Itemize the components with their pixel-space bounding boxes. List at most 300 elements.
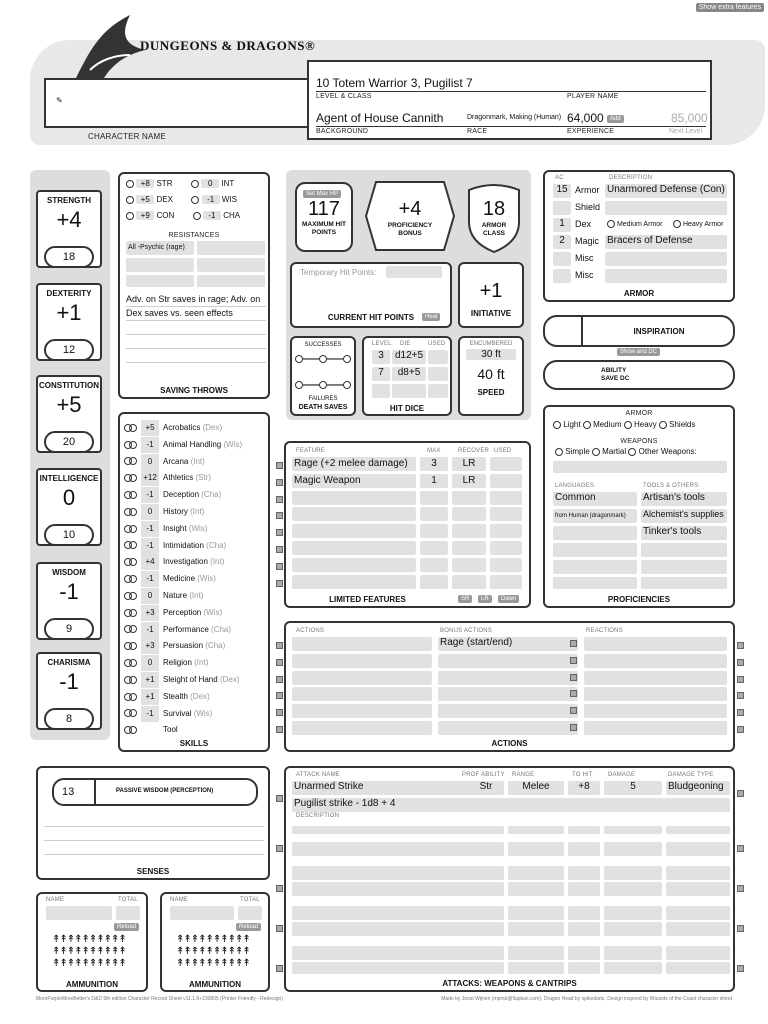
armor-type-label: Magic [575, 236, 600, 246]
skill-expertise-toggle[interactable] [129, 659, 137, 667]
tool-field[interactable]: Tinker's tools [641, 526, 727, 540]
reaction-field[interactable] [584, 671, 727, 685]
ability-modifier: +4 [56, 207, 82, 232]
weapon-opt-simple[interactable]: Simple [555, 447, 590, 456]
skill-expertise-toggle[interactable] [129, 457, 137, 465]
resistance-field[interactable] [197, 258, 265, 272]
save-notes-line[interactable]: Adv. on Str saves in rage; Adv. on [126, 294, 266, 307]
ability-modifier: 0 [62, 485, 76, 510]
feature-name-field[interactable]: Rage (+2 melee damage) [292, 457, 416, 471]
hit-dice-level[interactable] [372, 384, 390, 398]
tool-field[interactable] [641, 560, 727, 574]
resistance-field[interactable] [197, 275, 265, 287]
max-hp-value[interactable]: 117 [308, 198, 340, 220]
attack-row-field[interactable] [508, 962, 564, 974]
feature-used-field[interactable] [490, 524, 522, 538]
skill-expertise-toggle[interactable] [129, 441, 137, 449]
row-menu-button[interactable] [276, 709, 283, 716]
initiative-label: INITIATIVE [470, 309, 512, 318]
footer-right: Made by Joost Wijnen (mpmb@flapkan.com), Dragon Head by spikedartz, Design inspired by Wizards of the Coast character sheet [441, 996, 732, 1002]
arrows-icon[interactable]: ↟↟↟↟↟↟↟↟↟↟ ↟↟↟↟↟↟↟↟↟↟ ↟↟↟↟↟↟↟↟↟↟ [176, 934, 250, 969]
attack-row-field[interactable] [292, 962, 504, 974]
attack-ability-field[interactable]: Str [468, 781, 504, 795]
skill-ability: (Wis) [197, 574, 216, 584]
save-notes-line[interactable]: Dex saves vs. seen effects [126, 308, 266, 321]
skill-expertise-toggle[interactable] [129, 676, 137, 684]
row-menu-button[interactable] [737, 885, 744, 892]
skill-expertise-toggle[interactable] [129, 525, 137, 533]
show-and-dc-button[interactable]: Show and DC [617, 348, 660, 356]
row-menu-button[interactable] [737, 659, 744, 666]
language-field[interactable] [553, 526, 637, 540]
attack-row-field[interactable] [604, 842, 662, 856]
row-menu-button[interactable] [737, 642, 744, 649]
feature-max-field[interactable] [420, 491, 448, 505]
skill-expertise-toggle[interactable] [129, 625, 137, 633]
temp-hp-input[interactable] [386, 266, 442, 278]
row-menu-button[interactable] [276, 529, 283, 536]
speed-value[interactable]: 40 ft [477, 366, 505, 382]
skill-name: History [163, 507, 188, 516]
armor-class-value: 18 [482, 198, 506, 220]
tool-field[interactable] [641, 543, 727, 557]
attack-row-field[interactable] [666, 946, 730, 960]
attack-type-field[interactable]: Bludgeoning [666, 781, 730, 795]
ability-dexterity [36, 283, 102, 361]
row-menu-button[interactable] [276, 885, 283, 892]
attack-row-field[interactable] [666, 826, 730, 834]
row-menu-button[interactable] [276, 965, 283, 972]
feature-name-field[interactable] [292, 524, 416, 538]
save-proficiency-toggle[interactable] [191, 196, 199, 204]
reload-button[interactable]: Reload [114, 923, 139, 931]
saving-throw-grid [126, 179, 266, 227]
attack-row-field[interactable] [568, 866, 600, 880]
lf-header-used: USED [494, 448, 512, 454]
hit-dice-level[interactable]: 3 [372, 350, 390, 364]
row-menu-button[interactable] [276, 845, 283, 852]
skills-panel [118, 412, 270, 752]
background-value[interactable]: Agent of House Cannith [316, 111, 444, 125]
ability-save-dc-panel [543, 360, 735, 390]
feature-name-field[interactable] [292, 541, 416, 555]
bonus-action-field[interactable] [438, 687, 578, 701]
skill-expertise-toggle[interactable] [129, 609, 137, 617]
attack-row-field[interactable] [568, 826, 600, 834]
skill-name: Insight [163, 523, 187, 533]
limited-features-title: LIMITED FEATURES [329, 595, 406, 604]
skill-name: Acrobatics [163, 423, 201, 432]
attack-row-field[interactable] [666, 906, 730, 920]
skill-ability: (Cha) [201, 490, 222, 500]
feature-name-field[interactable] [292, 575, 416, 589]
attack-row-field[interactable] [568, 962, 600, 974]
skill-value: +1 [141, 689, 159, 705]
attack-damage-field[interactable]: 5 [604, 781, 662, 795]
armor-opt-heavy[interactable]: Heavy [624, 420, 657, 429]
footer-left: MorePurpleMoreBetter's D&D 5th edition Character Record Sheet v11.1.6+230805 (Printer Friendly - Redesign) [36, 996, 283, 1002]
armor-ac-field[interactable]: 15 [553, 184, 571, 198]
armor-desc-field[interactable] [605, 252, 727, 266]
action-field[interactable] [292, 687, 432, 701]
attack-row-field[interactable] [568, 946, 600, 960]
row-menu-button[interactable] [737, 925, 744, 932]
row-menu-button[interactable] [737, 790, 744, 797]
failure-checkboxes[interactable]: — — [292, 376, 354, 394]
ability-score[interactable]: 20 [44, 431, 94, 453]
feature-recover-field[interactable] [452, 507, 486, 521]
row-menu-button[interactable] [737, 692, 744, 699]
save-row [126, 195, 266, 211]
language-field[interactable] [553, 560, 637, 574]
bonus-action-field[interactable] [438, 654, 578, 668]
hit-dice-die[interactable]: d8+5 [392, 367, 426, 381]
long-rest-button[interactable]: LR [478, 595, 492, 603]
skill-expertise-toggle[interactable] [129, 541, 137, 549]
heal-button[interactable]: Heal [422, 313, 440, 321]
skill-expertise-toggle[interactable] [129, 709, 137, 717]
bonus-action-field[interactable]: Rage (start/end) [438, 637, 578, 651]
feature-max-field[interactable] [420, 575, 448, 589]
reaction-field[interactable] [584, 721, 727, 735]
feature-recover-field[interactable] [452, 524, 486, 538]
ammo-name-field[interactable] [46, 906, 112, 920]
ammo-name-field[interactable] [170, 906, 234, 920]
reaction-field[interactable] [584, 637, 727, 651]
ammo-total-field[interactable] [238, 906, 262, 920]
skill-expertise-toggle[interactable] [129, 726, 137, 734]
attack-row-field[interactable] [508, 922, 564, 936]
hit-dice-used[interactable] [428, 384, 448, 398]
ability-score[interactable]: 12 [44, 339, 94, 361]
row-menu-button[interactable] [276, 462, 283, 469]
row-menu-button[interactable] [737, 676, 744, 683]
feature-recover-field[interactable]: LR [452, 457, 486, 471]
row-menu-button[interactable] [737, 965, 744, 972]
hit-dice-used[interactable] [428, 367, 448, 381]
attack-row-field[interactable] [292, 866, 504, 880]
feature-recover-field[interactable] [452, 575, 486, 589]
passive-perception-label: PASSIVE WISDOM (PERCEPTION) [116, 788, 214, 794]
skill-value: -1 [141, 571, 159, 587]
save-proficiency-toggle[interactable] [193, 212, 201, 220]
skill-expertise-toggle[interactable] [129, 508, 137, 516]
tool-field[interactable] [641, 577, 727, 589]
row-menu-button[interactable] [276, 676, 283, 683]
feature-used-field[interactable] [490, 575, 522, 589]
skill-row [124, 437, 264, 453]
skill-expertise-toggle[interactable] [129, 558, 137, 566]
language-field[interactable]: Common [553, 492, 637, 506]
feature-used-field[interactable] [490, 541, 522, 555]
attacks-panel [284, 766, 735, 992]
feature-recover-field[interactable] [452, 491, 486, 505]
row-menu-button[interactable] [276, 659, 283, 666]
ammo-total-label: TOTAL [118, 897, 138, 903]
bonus-action-field[interactable] [438, 671, 578, 685]
current-hp-panel [290, 262, 452, 328]
encumbered-label: ENCUMBERED [469, 341, 513, 347]
ability-strength [36, 190, 102, 268]
ability-name: WISDOM [52, 568, 86, 577]
bonus-action-menu-button[interactable] [570, 707, 577, 714]
background-label: BACKGROUND [316, 128, 369, 135]
attack-row-field[interactable] [604, 882, 662, 896]
bonus-action-menu-button[interactable] [570, 674, 577, 681]
lf-header-feature: FEATURE [296, 448, 325, 454]
initiative-panel [458, 262, 524, 328]
armor-type-label: Misc [575, 253, 594, 263]
row-menu-button[interactable] [276, 795, 283, 802]
success-checkboxes[interactable]: — — [292, 350, 354, 368]
ability-score[interactable]: 9 [44, 618, 94, 640]
armor-ac-field[interactable]: 1 [553, 218, 571, 232]
skill-row [124, 470, 264, 486]
save-abbr: WIS [221, 195, 237, 204]
attack-row-field[interactable] [508, 826, 564, 834]
hit-dice-die[interactable]: d12+5 [392, 350, 426, 364]
language-field[interactable] [553, 577, 637, 589]
attack-row-field[interactable] [666, 866, 730, 880]
heavy-armor-option[interactable]: Heavy Armor [673, 220, 723, 228]
attack-row-field[interactable] [666, 962, 730, 974]
feature-max-field[interactable]: 1 [420, 474, 448, 488]
feature-max-field[interactable] [420, 558, 448, 572]
row-menu-button[interactable] [276, 496, 283, 503]
armor-desc-field[interactable] [605, 269, 727, 283]
armor-opt-medium[interactable]: Medium [583, 420, 622, 429]
attack-row-field[interactable] [292, 826, 504, 834]
skill-ability: (Cha) [206, 540, 227, 550]
limited-features-panel [284, 441, 531, 608]
feature-max-field[interactable] [420, 524, 448, 538]
attack-row-field[interactable] [292, 882, 504, 896]
bonus-action-menu-button[interactable] [570, 690, 577, 697]
save-abbr: CON [156, 211, 175, 220]
feature-recover-field[interactable]: LR [452, 474, 486, 488]
attack-row-field[interactable] [604, 946, 662, 960]
feature-used-field[interactable] [490, 491, 522, 505]
experience-value[interactable]: 64,000 [567, 111, 604, 125]
feature-recover-field[interactable] [452, 541, 486, 555]
skill-expertise-toggle[interactable] [129, 424, 137, 432]
skill-expertise-toggle[interactable] [129, 575, 137, 583]
speed-panel [458, 336, 524, 416]
other-weapons-field[interactable] [553, 461, 727, 473]
armor-ac-field[interactable] [553, 252, 571, 266]
failures-label: FAILURES [308, 396, 338, 402]
bonus-action-menu-button[interactable] [570, 640, 577, 647]
save-proficiency-toggle[interactable] [126, 196, 134, 204]
ability-score[interactable]: 10 [44, 524, 94, 546]
proficiency-label: PROFICIENCY BONUS [387, 222, 433, 237]
add-xp-button[interactable]: Add [607, 115, 624, 123]
armor-ac-field[interactable]: 2 [553, 235, 571, 249]
attack-row-field[interactable] [604, 826, 662, 834]
attack-row-field[interactable] [292, 906, 504, 920]
hit-dice-die[interactable] [392, 384, 426, 398]
resistance-field[interactable]: All -Psychic (rage) [126, 241, 194, 255]
feature-max-field[interactable]: 3 [420, 457, 448, 471]
race-label: RACE [467, 128, 488, 135]
show-extra-features-button[interactable]: Show extra features [696, 3, 764, 12]
tool-field[interactable]: Alchemist's supplies [641, 509, 727, 523]
hit-dice-used[interactable] [428, 350, 448, 364]
ability-intelligence [36, 468, 102, 546]
encumbered-speed[interactable]: 30 ft [466, 349, 516, 360]
attack-row-field[interactable] [292, 922, 504, 936]
attack-row-field[interactable] [508, 906, 564, 920]
save-proficiency-toggle[interactable] [126, 180, 134, 188]
resistance-field[interactable] [126, 275, 194, 287]
attack-row-field[interactable] [292, 946, 504, 960]
skill-expertise-toggle[interactable] [129, 642, 137, 650]
action-field[interactable] [292, 637, 432, 651]
row-menu-button[interactable] [737, 709, 744, 716]
attack-row-field[interactable] [666, 882, 730, 896]
action-field[interactable] [292, 671, 432, 685]
temp-hp-label: Temporary Hit Points: [300, 268, 377, 277]
attack-row-field[interactable] [568, 842, 600, 856]
ammo-total-field[interactable] [116, 906, 140, 920]
bonus-action-field[interactable] [438, 721, 578, 735]
attack-row-field[interactable] [604, 922, 662, 936]
action-field[interactable] [292, 704, 432, 718]
attack-row-field[interactable] [508, 866, 564, 880]
skill-expertise-toggle[interactable] [129, 693, 137, 701]
feature-used-field[interactable] [490, 457, 522, 471]
feature-name-field[interactable] [292, 491, 416, 505]
row-menu-button[interactable] [276, 925, 283, 932]
save-value: +8 [136, 179, 154, 188]
resistances-label: RESISTANCES [168, 232, 220, 239]
row-menu-button[interactable] [276, 479, 283, 486]
row-menu-button[interactable] [737, 845, 744, 852]
skill-ability: (Wis) [203, 607, 223, 617]
language-field[interactable]: from Human (dragonmark) [553, 509, 637, 523]
dawn-button[interactable]: Dawn [498, 595, 519, 603]
attack-range-field[interactable]: Melee [508, 781, 564, 795]
resistance-field[interactable] [197, 241, 265, 255]
race-value[interactable]: Dragonmark, Making (Human) [467, 114, 562, 121]
medium-armor-option[interactable]: Medium Armor [607, 220, 662, 228]
feature-name-field[interactable] [292, 558, 416, 572]
attack-row-field[interactable] [508, 842, 564, 856]
attack-row-field[interactable] [604, 962, 662, 974]
armor-ac-field[interactable] [553, 269, 571, 283]
skill-row [124, 689, 264, 705]
armor-desc-field[interactable] [605, 201, 727, 215]
class-level-value[interactable]: 10 Totem Warrior 3, Pugilist 7 [316, 76, 473, 90]
feature-used-field[interactable] [490, 507, 522, 521]
save-proficiency-toggle[interactable] [126, 212, 134, 220]
armor-desc-field[interactable]: Bracers of Defense [605, 235, 727, 249]
row-menu-button[interactable] [276, 512, 283, 519]
row-menu-button[interactable] [276, 692, 283, 699]
attack-row-field[interactable] [568, 882, 600, 896]
tool-field[interactable]: Artisan's tools [641, 492, 727, 506]
attack-row-field[interactable] [292, 842, 504, 856]
hit-dice-level[interactable]: 7 [372, 367, 390, 381]
action-field[interactable] [292, 654, 432, 668]
row-menu-button[interactable] [276, 642, 283, 649]
reload-button[interactable]: Reload [236, 923, 261, 931]
skill-ability: (Int) [210, 557, 225, 567]
feature-max-field[interactable] [420, 507, 448, 521]
feature-max-field[interactable] [420, 541, 448, 555]
attack-row-field[interactable] [666, 842, 730, 856]
armor-opt-light[interactable]: Light [553, 420, 581, 429]
save-proficiency-toggle[interactable] [191, 180, 199, 188]
ability-score[interactable]: 8 [44, 708, 94, 730]
armor-ac-field[interactable] [553, 201, 571, 215]
skill-expertise-toggle[interactable] [129, 592, 137, 600]
skill-row [124, 638, 264, 654]
attack-row-field[interactable] [568, 906, 600, 920]
weapon-opt-martial[interactable]: Martial [592, 447, 626, 456]
armor-class-label: ARMOR CLASS [481, 222, 507, 237]
attack-row-field[interactable] [604, 906, 662, 920]
armor-desc-field[interactable]: Unarmored Defense (Con) [605, 184, 727, 198]
attack-to-hit-field[interactable]: +8 [568, 781, 600, 795]
save-value: 0 [201, 179, 219, 188]
skill-expertise-toggle[interactable] [129, 491, 137, 499]
attack-name-field[interactable]: Unarmed Strike [292, 781, 504, 795]
short-rest-button[interactable]: SR [458, 595, 472, 603]
skill-ability: (Int) [190, 456, 205, 466]
skill-expertise-toggle[interactable] [129, 474, 137, 482]
row-menu-button[interactable] [737, 726, 744, 733]
row-menu-button[interactable] [276, 546, 283, 553]
row-menu-button[interactable] [276, 726, 283, 733]
attack-row-field[interactable] [508, 882, 564, 896]
resistance-field[interactable] [126, 258, 194, 272]
attack-row-field[interactable] [568, 922, 600, 936]
death-saves-label: DEATH SAVES [298, 404, 348, 411]
armor-opt-shields[interactable]: Shields [659, 420, 695, 429]
skill-value: -1 [141, 538, 159, 554]
skills-title: SKILLS [179, 739, 209, 748]
bonus-action-menu-button[interactable] [570, 657, 577, 664]
feature-name-field[interactable] [292, 507, 416, 521]
save-value: -1 [203, 211, 221, 220]
armor-class-shield [465, 182, 523, 254]
weapon-opt-other[interactable]: Other Weapons: [628, 447, 696, 456]
feature-used-field[interactable] [490, 558, 522, 572]
attack-row-field[interactable] [666, 922, 730, 936]
feature-name-field[interactable]: Magic Weapon [292, 474, 416, 488]
ability-score[interactable]: 18 [44, 246, 94, 268]
reaction-field[interactable] [584, 704, 727, 718]
bonus-action-menu-button[interactable] [570, 724, 577, 731]
character-name-field[interactable] [44, 78, 314, 128]
attack-row-field[interactable] [508, 946, 564, 960]
row-menu-button[interactable] [276, 563, 283, 570]
arrows-icon[interactable]: ↟↟↟↟↟↟↟↟↟↟ ↟↟↟↟↟↟↟↟↟↟ ↟↟↟↟↟↟↟↟↟↟ [52, 934, 126, 969]
attack-description-field[interactable]: Pugilist strike - 1d8 + 4 [292, 798, 730, 812]
bonus-action-field[interactable] [438, 704, 578, 718]
set-max-hp-button[interactable]: Set Max HP [303, 190, 341, 198]
attack-row-field[interactable] [604, 866, 662, 880]
reaction-field[interactable] [584, 654, 727, 668]
feature-recover-field[interactable] [452, 558, 486, 572]
reaction-field[interactable] [584, 687, 727, 701]
skill-name: Medicine [163, 574, 196, 584]
feature-used-field[interactable] [490, 474, 522, 488]
row-menu-button[interactable] [276, 580, 283, 587]
action-field[interactable] [292, 721, 432, 735]
language-field[interactable] [553, 543, 637, 557]
